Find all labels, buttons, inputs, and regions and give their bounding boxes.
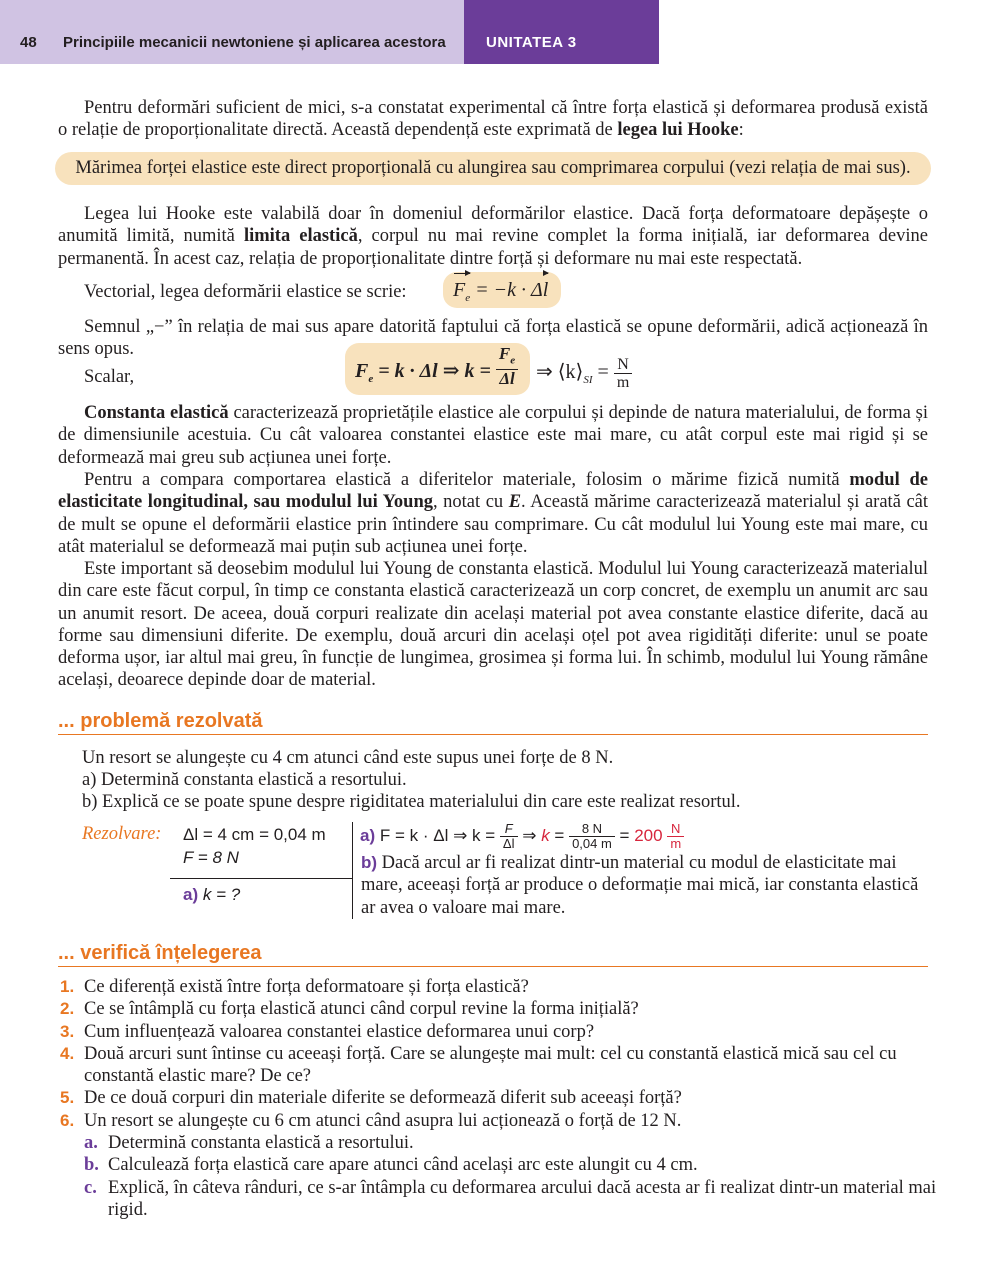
problem-part-a: a) Determină constanta elastică a resortului. xyxy=(82,770,407,790)
fraction-k: $\frac{F_e}{\Delta l}$ xyxy=(496,345,518,387)
paragraph-text: Legea lui Hooke este valabilă doar în domeniul deformărilor elastice. Dacă forța deformatoare depășește o anumită limită, numită xyxy=(58,204,928,247)
elastic-constant-term: Constanta elastică xyxy=(84,403,229,423)
given-delta-l: Δl = 4 cm = 0,04 m xyxy=(183,825,326,844)
vector-force-symbol: $F_e$ xyxy=(453,272,470,316)
scalar-formula-box xyxy=(345,343,530,395)
solution-divider xyxy=(352,822,353,919)
vector-formula xyxy=(443,272,561,308)
question-item: 4. Două arcuri sunt întinse cu aceeași forță. Care se alungește mai mult: cel cu constantă elastică mică sau cel cu constantă elastic mare? De ce? xyxy=(60,1043,897,1087)
paragraph-text: : xyxy=(738,120,744,141)
sub-question-item: a. Determină constanta elastică a resortului. xyxy=(84,1133,414,1154)
fraction-F-over-dl: $\frac{F}{\Delta l}$ xyxy=(500,822,518,851)
question-item: 6. Un resort se alungește cu 6 cm atunci când asupra lui acționează o forță de 12 N. xyxy=(60,1110,682,1131)
vector-length-symbol: l xyxy=(543,272,549,308)
highlight-statement: Mărimea forței elastice este direct proporțională cu alungirea sau comprimarea corpului (vezi relația de mai sus). xyxy=(55,152,931,185)
paragraph-text: . Această mărime caracterizează materialul și arată cât de mult se opune el deformării elastice prin întindere sau comprimare. Cu cât modulul lui Young este mai mare, cu atât materialul se deformează mai puțin sub acțiunea unei forțe. xyxy=(58,492,929,557)
solution-label: Rezolvare: xyxy=(82,824,162,844)
result-unit: $\frac{N}{m}$ xyxy=(667,822,684,851)
symbol-E: E xyxy=(508,492,522,513)
solved-problem-heading: ... problemă rezolvată xyxy=(58,710,928,736)
scalar-label: Scalar, xyxy=(84,367,135,387)
paragraph-text: Pentru deformări suficient de mici, s-a constatat experimental că între forța elastică și deformarea produsă există o relație de proporționalitate directă. Această dependență este exprimată de xyxy=(58,98,928,141)
paragraph-text: caracterizează proprietățile elastice ale corpului și depinde de natura materialului, de forma și de dimensiunile acestuia. Cu cât valoarea constantei elastice este mai mare, cu atât corpul este mai rigid și se deformează mai greu sub acțiunea unei forțe. xyxy=(58,403,928,468)
chapter-title: Principiile mecanicii newtoniene și aplicarea acestora xyxy=(63,34,446,51)
question-item: 5. De ce două corpuri din materiale diferite se deformează diferit sub aceeași forță? xyxy=(60,1088,682,1109)
si-unit-formula: ⇒ $⟨k⟩_{SI}$ = $\frac{N}{m}$ xyxy=(536,356,632,391)
question-item: 2. Ce se întâmplă cu forța elastică atunci când corpul revine la forma inițială? xyxy=(60,999,639,1020)
problem-part-b: b) Explică ce se poate spune despre rigiditatea materialului din care este realizat resortul. xyxy=(82,792,741,812)
question-item: 1. Ce diferență există între forța deformatoare și forța elastică? xyxy=(60,977,529,997)
page-header xyxy=(0,0,1000,64)
sub-question-item: c. Explică, în câteva rânduri, ce s-ar întâmpla cu deformarea arcului dacă acesta ar fi realizat dintr-un material mai rigid. xyxy=(84,1177,937,1220)
paragraph-elastic-constant xyxy=(58,402,928,469)
question-item: 3. Cum influențează valoarea constantei elastice deformarea unui corp? xyxy=(60,1021,595,1042)
given-force: F = 8 N xyxy=(183,848,239,867)
young-modulus-term: modul de elasticitate longitudinal, sau modulul lui Young xyxy=(58,470,928,513)
scalar-formula: $F_e = k \cdot \Delta l$ ⇒ k = $\frac{F_e}{\Delta l}$ xyxy=(355,357,518,387)
si-unit-fraction: $\frac{N}{m}$ xyxy=(614,356,632,391)
formula-text: = −k · Δ xyxy=(470,279,543,301)
vector-law-label: Vectorial, legea deformării elastice se scrie: xyxy=(84,282,407,302)
question-list xyxy=(58,976,938,1221)
paragraph-young-vs-constant: Este important să deosebim modulul lui Young de constanta elastică. Modulul lui Young caracterizează materialul din care este făcut corpul, în timp ce constanta elastică caracterizează un corp concret, de exemplu un anumit arc sau un anumit resort. De aceea, două corpuri realizate din același material pot avea constante elastice diferite, dacă au forme sau dimensiuni diferite. De exemplu, două arcuri din același oțel pot avea rigidități diferite: unul se poate deforma ușor, iar altul mai greu, în funcție de lungimea, grosimea și forma lui. În schimb, modulul lui Young rămâne același, deoarece depinde doar de material. xyxy=(58,559,928,691)
hooke-law-term: legea lui Hooke xyxy=(617,120,739,141)
header-chapter-band xyxy=(0,0,464,64)
elastic-limit-term: limita elastică xyxy=(243,226,358,247)
sub-question-item: b. Calculează forța elastică care apare atunci când același arc este alungit cu 4 cm. xyxy=(84,1155,698,1176)
given-divider xyxy=(170,878,353,879)
fraction-values: $\frac{8 N}{0,04 m}$ xyxy=(569,822,615,851)
paragraph-text: , corpul nu mai revine complet la forma inițială, iar deformarea devine permanentă. În acest caz, relația de proporționalitate dintre forță și deformare nu mai este respectată. xyxy=(58,226,928,269)
solution-part-b: b) Dacă arcul ar fi realizat dintr-un material cu modul de elasticitate mai mare, aceeași forță ar produce o deformație mai mică, iar constanta elastică ar avea o valoare mai mare. xyxy=(361,853,919,918)
check-understanding-heading: ... verifică înțelegerea xyxy=(58,942,928,968)
paragraph-young-modulus xyxy=(58,469,928,558)
header-unit-band xyxy=(464,0,659,64)
solution-part-a: a) F = k · Δl ⇒ k = $\frac{F}{\Delta l}$ ⇒ k = $\frac{8 N}{0,04 m}$ = 200 $\frac{N}{m}$ xyxy=(360,822,684,851)
result-value: 200 xyxy=(634,825,663,845)
paragraph-text: , notat cu xyxy=(433,492,509,513)
page-number: 48 xyxy=(20,34,37,51)
paragraph-text: Pentru a compara comportarea elastică a diferitelor materiale, folosim o mărime fizică numită xyxy=(84,470,850,490)
paragraph-elastic-limit xyxy=(58,203,928,270)
paragraph-minus-sign: Semnul „−” în relația de mai sus apare datorită faptului că forța elastică se opune deformării, adică acționează în sens opus. xyxy=(58,317,928,360)
paragraph-hooke-intro xyxy=(58,97,928,142)
problem-statement: Un resort se alungește cu 4 cm atunci când este supus unei forțe de 8 N. xyxy=(82,748,614,768)
unit-label: UNITATEA 3 xyxy=(486,34,577,51)
unknown-k: a) k = ? xyxy=(183,885,241,904)
